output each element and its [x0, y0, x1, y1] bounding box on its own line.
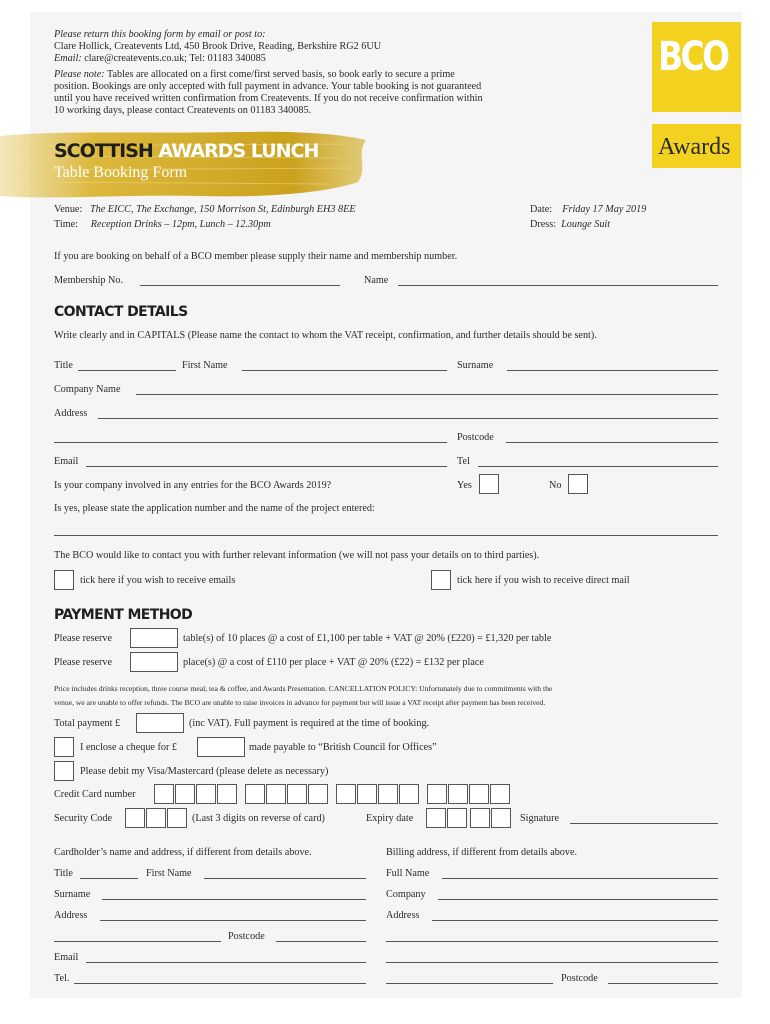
billing-company-field[interactable] — [438, 899, 718, 900]
note-line-4: 10 working days, please contact Createvents on 01183 340085. — [54, 105, 312, 116]
cheque-label: I enclose a cheque for £ — [80, 742, 178, 753]
cardholder-postcode-label: Postcode — [228, 931, 265, 942]
no-label: No — [549, 480, 562, 491]
yes-checkbox[interactable] — [479, 474, 499, 494]
first-name-label: First Name — [182, 360, 228, 371]
date-label: Date: — [530, 204, 553, 215]
total-payment-note: (inc VAT). Full payment is required at the time of booking. — [189, 718, 430, 729]
billing-full-name-label: Full Name — [386, 868, 430, 879]
payment-heading: PAYMENT METHOD — [54, 607, 193, 623]
surname-label: Surname — [457, 360, 494, 371]
security-digit-box[interactable] — [125, 808, 145, 828]
security-digit-box[interactable] — [167, 808, 187, 828]
date-value: Friday 17 May 2019 — [562, 204, 647, 215]
time-row — [54, 219, 271, 231]
expiry-digit-box[interactable] — [491, 808, 511, 828]
tables-pricing: table(s) of 10 places @ a cost of £1,100 per table + VAT @ 20% (£220) = £1,320 per table — [183, 633, 552, 644]
cardholder-first-name-field[interactable] — [204, 878, 366, 879]
total-payment-label: Total payment £ — [54, 718, 121, 729]
expiry-digit-box[interactable] — [470, 808, 490, 828]
note-line-1 — [54, 69, 455, 81]
note-line-3: until you have received written confirmation from Createvents. If you do not receive confirmation within — [54, 93, 483, 104]
billing-address-field-2[interactable] — [386, 941, 718, 942]
time-label: Time: — [54, 219, 78, 230]
optin-prompt: The BCO would like to contact you with further relevant information (we will not pass your details on to third parties). — [54, 550, 540, 561]
card-digit-box[interactable] — [448, 784, 468, 804]
tables-quantity-field[interactable] — [130, 628, 178, 648]
billing-address-label: Address — [386, 910, 420, 921]
venue-label: Venue: — [54, 204, 83, 215]
tel-label: Tel — [457, 456, 470, 467]
security-code-label: Security Code — [54, 813, 113, 824]
optin-mail-label: tick here if you wish to receive direct mail — [457, 575, 630, 586]
signature-label: Signature — [520, 813, 560, 824]
card-digit-box[interactable] — [287, 784, 307, 804]
billing-heading: Billing address, if different from details above. — [386, 847, 578, 858]
billing-full-name-field[interactable] — [442, 878, 718, 879]
reserve-places-label: Please reserve — [54, 657, 112, 668]
price-note-2: venue, we are unable to offer refunds. The BCO are unable to raise invoices in advance for payment but will issue a VAT receipt after payment has been received. — [54, 698, 546, 707]
company-name-label: Company Name — [54, 384, 121, 395]
contact-heading: CONTACT DETAILS — [54, 304, 188, 320]
total-payment-field[interactable] — [136, 713, 184, 733]
card-digit-box[interactable] — [427, 784, 447, 804]
signature-field[interactable] — [570, 823, 718, 824]
postcode-field[interactable] — [506, 442, 718, 443]
member-name-label: Name — [364, 275, 389, 286]
billing-postcode-label: Postcode — [561, 973, 598, 984]
time-value: Reception Drinks – 12pm, Lunch – 12.30pm — [90, 219, 271, 230]
price-note-1: Price includes drinks reception, three course meal, tea & coffee, and Awards Presentation. CANCELLATION POLICY: Unfortunately due to commitments with the — [54, 684, 553, 693]
bco-logo — [652, 22, 741, 112]
address-field-1[interactable] — [98, 418, 718, 419]
title-label: Title — [54, 360, 73, 371]
dress-value: Lounge Suit — [561, 219, 611, 230]
cardholder-address-field-1[interactable] — [100, 920, 366, 921]
card-digit-box[interactable] — [217, 784, 237, 804]
expiry-digit-box[interactable] — [447, 808, 467, 828]
note-label: Please note: — [54, 69, 105, 80]
email-field[interactable] — [86, 466, 447, 467]
billing-address-field-4[interactable] — [386, 983, 553, 984]
title-field[interactable] — [78, 370, 176, 371]
billing-address-field-1[interactable] — [432, 920, 718, 921]
awards-logo — [652, 124, 741, 168]
title-word-scottish: SCOTTISH — [54, 140, 153, 162]
card-digit-box[interactable] — [399, 784, 419, 804]
membership-label: Membership No. — [54, 275, 124, 286]
date-row — [530, 204, 646, 216]
membership-field[interactable] — [140, 285, 340, 286]
cardholder-postcode-field[interactable] — [276, 941, 366, 942]
expiry-date-label: Expiry date — [366, 813, 414, 824]
email-label: Email: — [54, 53, 82, 64]
return-instructions: Please return this booking form by email or post to: — [54, 29, 266, 40]
entries-question: Is your company involved in any entries for the BCO Awards 2019? — [54, 480, 332, 491]
dress-row — [530, 219, 610, 231]
member-prompt: If you are booking on behalf of a BCO member please supply their name and membership number. — [54, 251, 458, 262]
venue-row — [54, 204, 356, 216]
contact-instructions: Write clearly and in CAPITALS (Please name the contact to whom the VAT receipt, confirmation, and further details should be sent). — [54, 330, 597, 341]
email-field-label: Email — [54, 456, 79, 467]
card-digit-box[interactable] — [154, 784, 174, 804]
address-field-2[interactable] — [54, 442, 447, 443]
cardholder-title-label: Title — [54, 868, 73, 879]
postcode-label: Postcode — [457, 432, 494, 443]
cheque-amount-field[interactable] — [197, 737, 245, 757]
places-pricing: place(s) @ a cost of £110 per place + VAT @ 20% (£22) = £132 per place — [183, 657, 484, 668]
expiry-digit-box[interactable] — [426, 808, 446, 828]
awards-logo-text: Awards — [658, 134, 731, 160]
cardholder-tel-field[interactable] — [74, 983, 366, 984]
security-code-hint: (Last 3 digits on reverse of card) — [192, 813, 325, 824]
card-number-label: Credit Card number — [54, 789, 136, 800]
note-text-1: Tables are allocated on a first come/first served basis, so book early to secure a prime — [104, 69, 455, 80]
cheque-checkbox[interactable] — [54, 737, 74, 757]
yes-label: Yes — [457, 480, 472, 491]
card-digit-box[interactable] — [308, 784, 328, 804]
contact-line — [54, 53, 266, 65]
optin-email-label: tick here if you wish to receive emails — [80, 575, 236, 586]
optin-email-checkbox[interactable] — [54, 570, 74, 590]
cardholder-title-field[interactable] — [80, 878, 138, 879]
card-digit-box[interactable] — [196, 784, 216, 804]
card-digit-box[interactable] — [245, 784, 265, 804]
company-name-field[interactable] — [136, 394, 718, 395]
return-address: Clare Hollick, Createvents Ltd, 450 Brook Drive, Reading, Berkshire RG2 6UU — [54, 41, 382, 52]
dress-label: Dress: — [530, 219, 557, 230]
cheque-payee: made payable to “British Council for Offices” — [249, 742, 437, 753]
title-word-awards-lunch: AWARDS LUNCH — [152, 140, 319, 162]
card-digit-box[interactable] — [266, 784, 286, 804]
entries-followup: Is yes, please state the application number and the name of the project entered: — [54, 503, 375, 514]
card-digit-box[interactable] — [469, 784, 489, 804]
card-digit-box[interactable] — [175, 784, 195, 804]
billing-postcode-field[interactable] — [608, 983, 718, 984]
cardholder-address-label: Address — [54, 910, 88, 921]
card-digit-box[interactable] — [490, 784, 510, 804]
cardholder-surname-label: Surname — [54, 889, 91, 900]
cardholder-tel-label: Tel. — [54, 973, 70, 984]
page-title — [54, 140, 318, 162]
page-subtitle: Table Booking Form — [54, 164, 188, 181]
card-digit-box[interactable] — [336, 784, 356, 804]
card-checkbox[interactable] — [54, 761, 74, 781]
reserve-tables-label: Please reserve — [54, 633, 112, 644]
first-name-field[interactable] — [242, 370, 447, 371]
billing-address-field-3[interactable] — [386, 962, 718, 963]
bco-logo-text: BCO — [658, 34, 728, 80]
security-digit-box[interactable] — [146, 808, 166, 828]
cardholder-email-field[interactable] — [86, 962, 366, 963]
cardholder-surname-field[interactable] — [102, 899, 366, 900]
cardholder-first-name-label: First Name — [146, 868, 192, 879]
no-checkbox[interactable] — [568, 474, 588, 494]
surname-field[interactable] — [507, 370, 718, 371]
card-label: Please debit my Visa/Mastercard (please delete as necessary) — [80, 766, 329, 777]
cardholder-email-label: Email — [54, 952, 79, 963]
address-label: Address — [54, 408, 88, 419]
optin-mail-checkbox[interactable] — [431, 570, 451, 590]
contact-info: clare@createvents.co.uk; Tel: 01183 340085 — [81, 53, 266, 64]
card-digit-box[interactable] — [357, 784, 377, 804]
note-line-2: position. Bookings are only accepted with full payment in advance. Your table booking is not guaranteed — [54, 81, 482, 92]
cardholder-heading: Cardholder’s name and address, if different from details above. — [54, 847, 312, 858]
venue-value: The EICC, The Exchange, 150 Morrison St, Edinburgh EH3 8EE — [89, 204, 356, 215]
cardholder-address-field-2[interactable] — [54, 941, 221, 942]
billing-company-label: Company — [386, 889, 426, 900]
places-quantity-field[interactable] — [130, 652, 178, 672]
entries-field[interactable] — [54, 535, 718, 536]
member-name-field[interactable] — [398, 285, 718, 286]
tel-field[interactable] — [478, 466, 718, 467]
card-digit-box[interactable] — [378, 784, 398, 804]
